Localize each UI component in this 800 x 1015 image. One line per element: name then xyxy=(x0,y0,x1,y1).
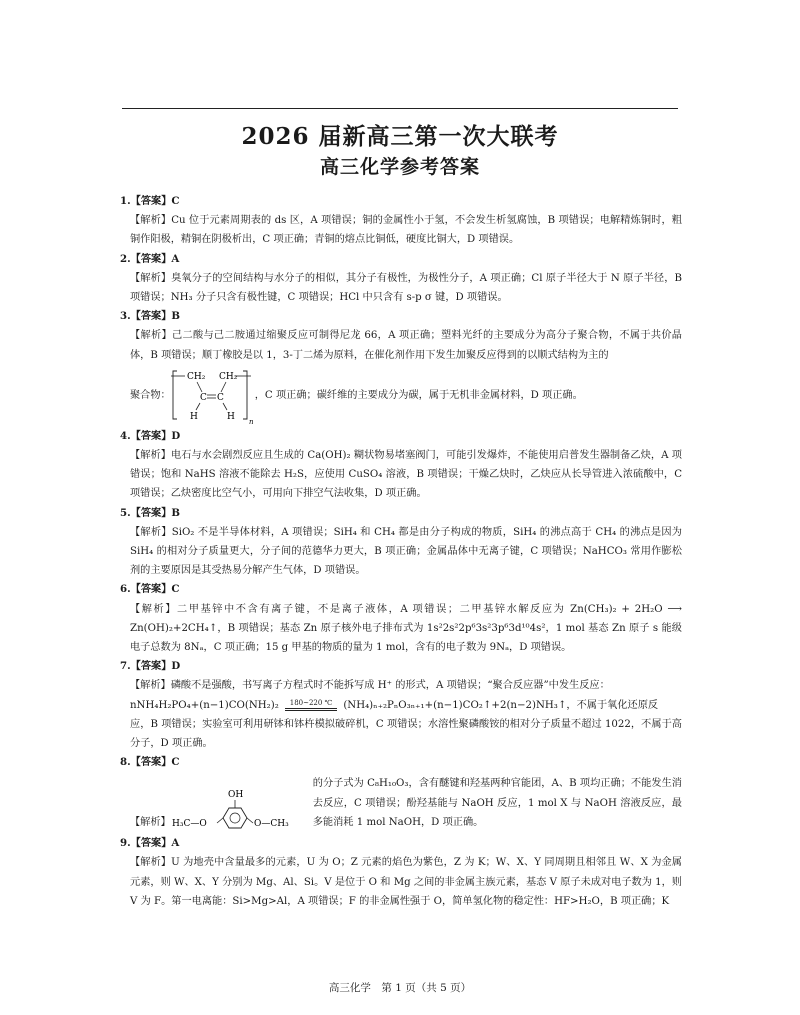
answer-line: 2.【答案】A xyxy=(120,252,180,265)
answer-line: 7.【答案】D xyxy=(120,660,181,673)
c-left: C xyxy=(199,392,207,403)
dimethoxyphenol-structure xyxy=(171,788,313,832)
explanation: 【解析】臭氧分子的空间结构与水分子的相似，其分子有极性，为极性分子，A 项正确；Cl 原子半径大于 N 原子半径，B 项错误；NH₃ 分子只含有极性键，C 项错误；HCl 中只含有 s-p σ 键，D 项错误。 xyxy=(130,272,682,304)
answer-line: 1.【答案】C xyxy=(120,195,180,207)
page-title: 2026 届新高三第一次大联考 xyxy=(241,123,559,150)
ch2-left: CH₂ xyxy=(186,371,206,382)
hydroxyl: OH xyxy=(227,790,243,801)
explanation: 【解析】磷酸不是强酸，书写离子方程式时不能拆写成 H⁺ 的形式，A 项错误；“聚合反应器”中发生反应： xyxy=(130,680,610,692)
methoxy-left: H₃C—O xyxy=(171,819,207,830)
explanation-tail: ，C 项正确；碳纤维的主要成分为碳，属于无机非金属材料，D 项正确。 xyxy=(254,390,583,402)
question-4 xyxy=(120,427,682,504)
top-rule xyxy=(122,108,678,109)
reaction-equation xyxy=(130,696,682,715)
explanation: 【解析】SiO₂ 不是半导体材料，A 项错误；SiH₄ 和 CH₄ 都是由分子构成的物质，SiH₄ 的沸点高于 CH₄ 的沸点是因为 SiH₄ 的相对分子质量更大，分子间的范德华力更大，B 项正确；金属晶体中无离子键，C 项错误；NaHCO₃ 常用作膨松剂的主要原因是其受热易分解产生气体，D 项错误。 xyxy=(130,526,682,577)
page-footer: 高三化学 第 1 页（共 5 页） xyxy=(328,982,472,994)
methoxy-right: O—CH₃ xyxy=(253,819,289,830)
question-9 xyxy=(120,834,682,911)
question-8 xyxy=(120,753,682,832)
question-2 xyxy=(120,250,682,308)
answer-line: 6.【答案】C xyxy=(120,583,180,596)
explanation: 【解析】电石与水会剧烈反应且生成的 Ca(OH)₂ 糊状物易堵塞阀门，可能引发爆炸，不能使用启普发生器制备乙炔，A 项错误；饱和 NaHS 溶液不能除去 H₂S，应使用 CuSO₄ 溶液，B 项错误；干燥乙炔时，乙炔应从长导管进入浓硫酸中，C 项错误；乙炔密度比空气小，可用向下排空气法收集，D 项正确。 xyxy=(130,450,682,500)
ch2-right: CH₂ xyxy=(218,371,238,382)
explanation: 【解析】二甲基锌中不含有离子键，不是离子液体，A 项错误；二甲基锌水解反应为 Zn(CH₃)₂ + 2H₂O ⟶ Zn(OH)₂+2CH₄↑，B 项错误；基态 Zn 原子核外电子排布式为 1s²2s²2p⁶3s²3p⁶3d¹⁰4s²，1 mol 基态 Zn 原子 s 能级电子总数为 8Nₐ，C 项正确；15 g 甲基的物质的量为 1 mol，含有的电子数为 9Nₐ，D 项错误。 xyxy=(130,603,682,654)
answer-line: 8.【答案】C xyxy=(120,756,180,769)
polybutadiene-structure xyxy=(171,367,255,425)
polymer-label: 聚合物： xyxy=(130,390,171,402)
equation-left: nNH₄H₂PO₄+(n−1)CO(NH₂)₂ xyxy=(130,699,279,711)
question-3 xyxy=(120,307,682,425)
answer-line: 3.【答案】B xyxy=(120,310,180,323)
question-6 xyxy=(120,580,682,657)
h-right: H xyxy=(226,411,235,422)
explanation: 【解析】U 为地壳中含量最多的元素，U 为 O；Z 元素的焰色为紫色，Z 为 K；W、X、Y 同周期且相邻且 W、X 为金属元素，则 W、X、Y 分别为 Mg、Al、Si。V 是位于 O 和 Mg 之间的非金属主族元素，基态 V 原子未成对电子数为 1，则 V 为 F。第一电离能：Si>Mg>Al，A 项错误；F 的非金属性强于 O，简单氢化物的稳定性：HF>H₂O，B 项正确；K xyxy=(130,857,682,907)
answer-line: 5.【答案】B xyxy=(120,506,180,519)
guaiacol-row xyxy=(130,774,682,832)
question-7 xyxy=(120,657,682,753)
answer-line: 4.【答案】D xyxy=(120,429,181,442)
equation-arrow xyxy=(285,699,337,711)
question-5 xyxy=(120,504,682,581)
equation-right: (NH₄)ₙ₊₂PₙO₃ₙ₊₁+(n−1)CO₂↑+2(n−2)NH₃↑，不属于氧化还原反 xyxy=(343,699,659,711)
answer-list xyxy=(120,192,682,911)
h-left: H xyxy=(189,411,198,422)
explanation: 【解析】Cu 位于元素周期表的 ds 区，A 项错误；铜的金属性小于氢，不会发生析氢腐蚀，B 项错误；电解精炼铜时，粗铜作阳极，精铜在阴极析出，C 项正确；青铜的熔点比铜低，硬度比铜大，D 项错误。 xyxy=(130,215,682,246)
explanation-tail: 的分子式为 C₈H₁₀O₃，含有醚键和羟基两种官能团，A、B 项均正确；不能发生消去反应，C 项错误；酚羟基能与 NaOH 反应，1 mol X 与 NaOH 溶液反应，最多能消耗 1 mol NaOH，D 项正确。 xyxy=(312,778,682,828)
explanation-lead: 【解析】 xyxy=(130,816,171,828)
page-subtitle: 高三化学参考答案 xyxy=(319,156,480,178)
polymer-row xyxy=(130,367,682,425)
c-right: C xyxy=(216,392,224,403)
explanation: 【解析】己二酸与己二胺通过缩聚反应可制得尼龙 66，A 项正确；塑料光纤的主要成分为高分子聚合物，不属于共价晶体，B 项错误；顺丁橡胶是以 1，3-丁二烯为原料，在催化剂作用下发生加聚反应得到的以顺式结构为主的 xyxy=(130,330,682,361)
repeat-n: n xyxy=(248,417,254,425)
reaction-condition: 180~220 ℃ xyxy=(289,698,333,707)
explanation-continued: 应，B 项错误；实验室可利用研钵和钵杵模拟破碎机，C 项错误；水溶性聚磷酸铵的相对分子质量不超过 1022，不属于高分子，D 项正确。 xyxy=(130,718,682,750)
question-1 xyxy=(120,192,682,250)
answer-line: 9.【答案】A xyxy=(120,837,180,850)
